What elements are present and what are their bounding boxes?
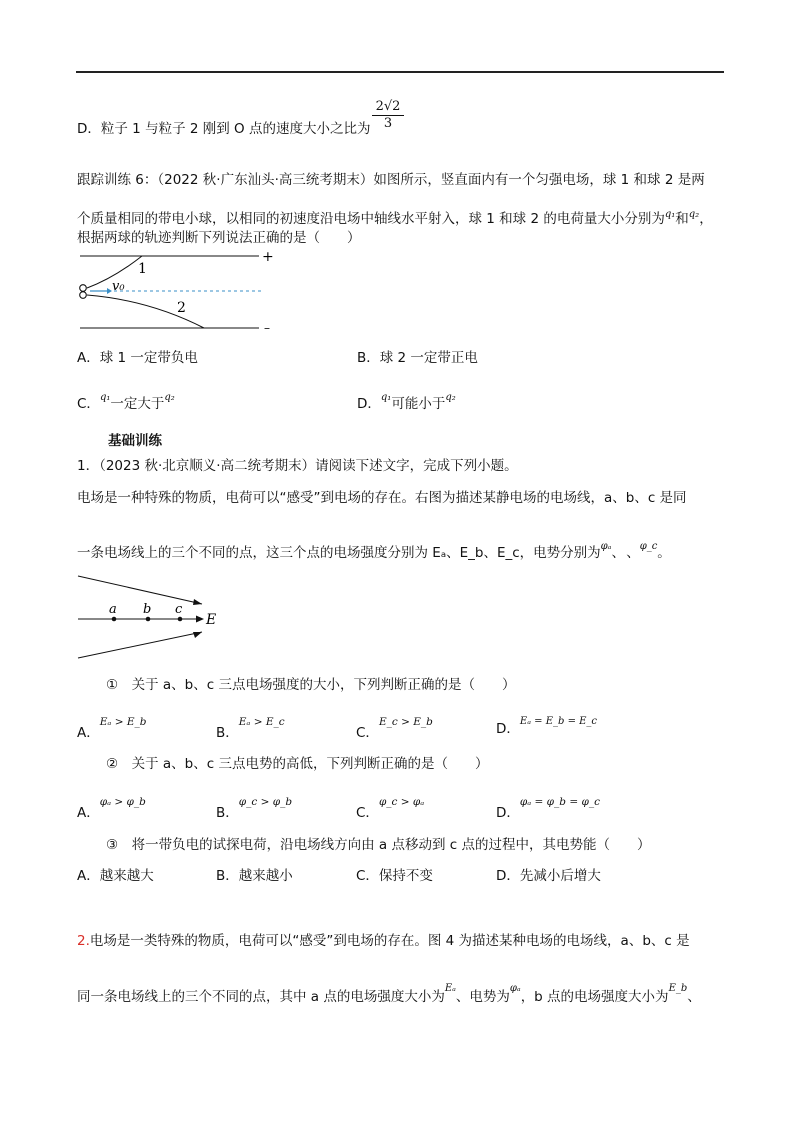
upper-arrowhead — [193, 599, 202, 605]
field-line-upper — [78, 576, 202, 604]
prev-option-d: D．粒子 1 与粒子 2 刚到 O 点的速度大小之比为 — [77, 121, 371, 137]
sub2-option-c — [356, 793, 424, 822]
sub2-option-b — [216, 793, 292, 822]
label-E: E — [206, 612, 217, 628]
trajectory-2 — [87, 295, 204, 328]
q1-para2 — [77, 538, 671, 562]
option-d-text: 可能小于 — [391, 396, 446, 412]
track6-comma: ， — [699, 211, 713, 227]
ratio-fraction — [366, 99, 410, 131]
ball-top — [80, 285, 87, 292]
ball-bottom — [80, 292, 87, 299]
q2-line2-text: 同一条电场线上的三个不同的点，其中 a 点的电场强度大小为 — [77, 989, 445, 1005]
q2-Eb: E_b — [668, 983, 688, 994]
q1-end: 。 — [657, 545, 671, 561]
q2-end: 、 — [687, 989, 701, 1005]
sub1-d-expr: Eₐ = E_b = E_c — [519, 716, 598, 727]
q2-line2 — [77, 980, 701, 1006]
point-b — [146, 617, 151, 622]
q2-mid1: 、电势为 — [455, 989, 510, 1005]
sub1-option-a — [77, 713, 146, 742]
sub1-option-c — [356, 713, 433, 742]
option-c-q1: q₁ — [99, 392, 111, 403]
sub2-b-prefix: B． — [216, 805, 239, 821]
symbol-q1: q₁ — [664, 209, 676, 220]
sub2-d-prefix: D． — [496, 805, 520, 821]
trajectory-1-label: 1 — [138, 261, 147, 277]
sub2-c-expr: φ_c > φₐ — [378, 796, 425, 808]
option-d-q2: q₂ — [445, 392, 456, 403]
track6-line2 — [77, 206, 713, 228]
phi-a: φₐ — [600, 541, 612, 552]
track6-line2-text: 个质量相同的带电小球，以相同的初速度沿电场中轴线水平射入，球 1 和球 2 的电荷量大小分别为 — [77, 211, 665, 227]
minus-sign: – — [264, 321, 270, 334]
fraction-denominator: 3 — [383, 116, 393, 131]
option-c-q2: q₂ — [164, 392, 175, 403]
lower-arrowhead — [193, 632, 202, 638]
sub2-option-a — [77, 793, 146, 822]
q2-number: 2. — [77, 933, 90, 949]
point-a — [112, 617, 117, 622]
sub2-a-expr: φₐ > φ_b — [99, 796, 146, 808]
label-a: a — [109, 602, 117, 617]
sub3-option-a: A．越来越大 — [77, 868, 154, 884]
track6-line1: 跟踪训练 6：（2022 秋·广东汕头·高三统考期末）如图所示，竖直面内有一个匀强电场，球 1 和球 2 是两 — [77, 172, 705, 188]
option-d-q1: q₁ — [380, 392, 392, 403]
phi-c: φ_c — [639, 541, 658, 552]
sub2-d-expr: φₐ = φ_b = φ_c — [519, 796, 600, 808]
sub3-option-d: D．先减小后增大 — [496, 868, 601, 884]
sub1-b-expr: Eₐ > E_c — [238, 716, 285, 728]
track6-option-b: B．球 2 一定带正电 — [357, 350, 478, 366]
symbol-q2: q₂ — [688, 209, 700, 220]
field-line-lower — [78, 632, 202, 658]
sub2-c-prefix: C． — [356, 805, 379, 821]
fraction-numerator: 2√2 — [375, 99, 401, 114]
sub1-option-b — [216, 713, 285, 742]
middle-arrowhead — [196, 616, 204, 623]
plus-sign: + — [262, 249, 274, 265]
q1-header: 1．（2023 秋·北京顺义·高二统考期末）请阅读下述文字，完成下列小题。 — [77, 458, 518, 474]
track6-line3: 根据两球的轨迹判断下列说法正确的是（ ） — [77, 230, 361, 246]
track6-option-d — [357, 389, 456, 413]
q1-sep2: 、 — [626, 545, 640, 561]
track6-and: 和 — [675, 211, 689, 227]
sub3-option-c: C．保持不变 — [356, 868, 433, 884]
q1-para1: 电场是一种特殊的物质，电荷可以“感受”到电场的存在。右图为描述某静电场的电场线，a、b、c 是同 — [77, 490, 687, 506]
sub1-a-prefix: A． — [77, 725, 100, 741]
option-d-prefix: D． — [357, 396, 381, 412]
section-title: 基础训练 — [108, 433, 162, 449]
sub1-c-prefix: C． — [356, 725, 379, 741]
option-c-text: 一定大于 — [110, 396, 165, 412]
option-c-prefix: C． — [77, 396, 100, 412]
label-b: b — [143, 602, 152, 617]
q2-line1-text: 电场是一类特殊的物质，电荷可以“感受”到电场的存在。图 4 为描述某种电场的电场线，a、b、c 是 — [89, 933, 690, 949]
sub1-option-d — [496, 713, 597, 738]
q1-sep1: 、 — [611, 545, 619, 561]
track6-option-c — [77, 389, 175, 413]
point-c — [178, 617, 183, 622]
sub1-d-prefix: D． — [496, 721, 520, 737]
v0-label: v₀ — [112, 279, 125, 294]
charged-ball-trajectory-figure — [74, 248, 284, 334]
sub1-b-prefix: B． — [216, 725, 239, 741]
sub1-stem: ① 关于 a、b、c 三点电场强度的大小，下列判断正确的是（ ） — [106, 677, 516, 693]
q2-Ea: Eₐ — [444, 983, 456, 994]
electric-field-lines-figure — [74, 572, 224, 662]
top-rule — [76, 71, 724, 73]
sub1-c-expr: E_c > E_b — [378, 716, 433, 728]
q2-mid2: ，b 点的电场强度大小为 — [520, 989, 669, 1005]
q2-phia: φₐ — [509, 983, 521, 994]
sub3-option-b: B．越来越小 — [216, 868, 293, 884]
sub1-a-expr: Eₐ > E_b — [99, 716, 147, 728]
sub3-stem: ③ 将一带负电的试探电荷，沿电场线方向由 a 点移动到 c 点的过程中，其电势能（ ） — [106, 837, 651, 853]
q1-para2-text: 一条电场线上的三个不同的点，这三个点的电场强度分别为 Eₐ、E_b、E_c，电势分别为 — [77, 545, 601, 561]
q2-line1 — [77, 932, 690, 950]
sub2-a-prefix: A． — [77, 805, 100, 821]
sub2-b-expr: φ_c > φ_b — [238, 796, 293, 808]
sub2-option-d — [496, 793, 600, 822]
track6-option-a: A．球 1 一定带负电 — [77, 350, 198, 366]
sub2-stem: ② 关于 a、b、c 三点电势的高低，下列判断正确的是（ ） — [106, 756, 489, 772]
trajectory-2-label: 2 — [177, 300, 186, 316]
label-c: c — [175, 602, 183, 617]
